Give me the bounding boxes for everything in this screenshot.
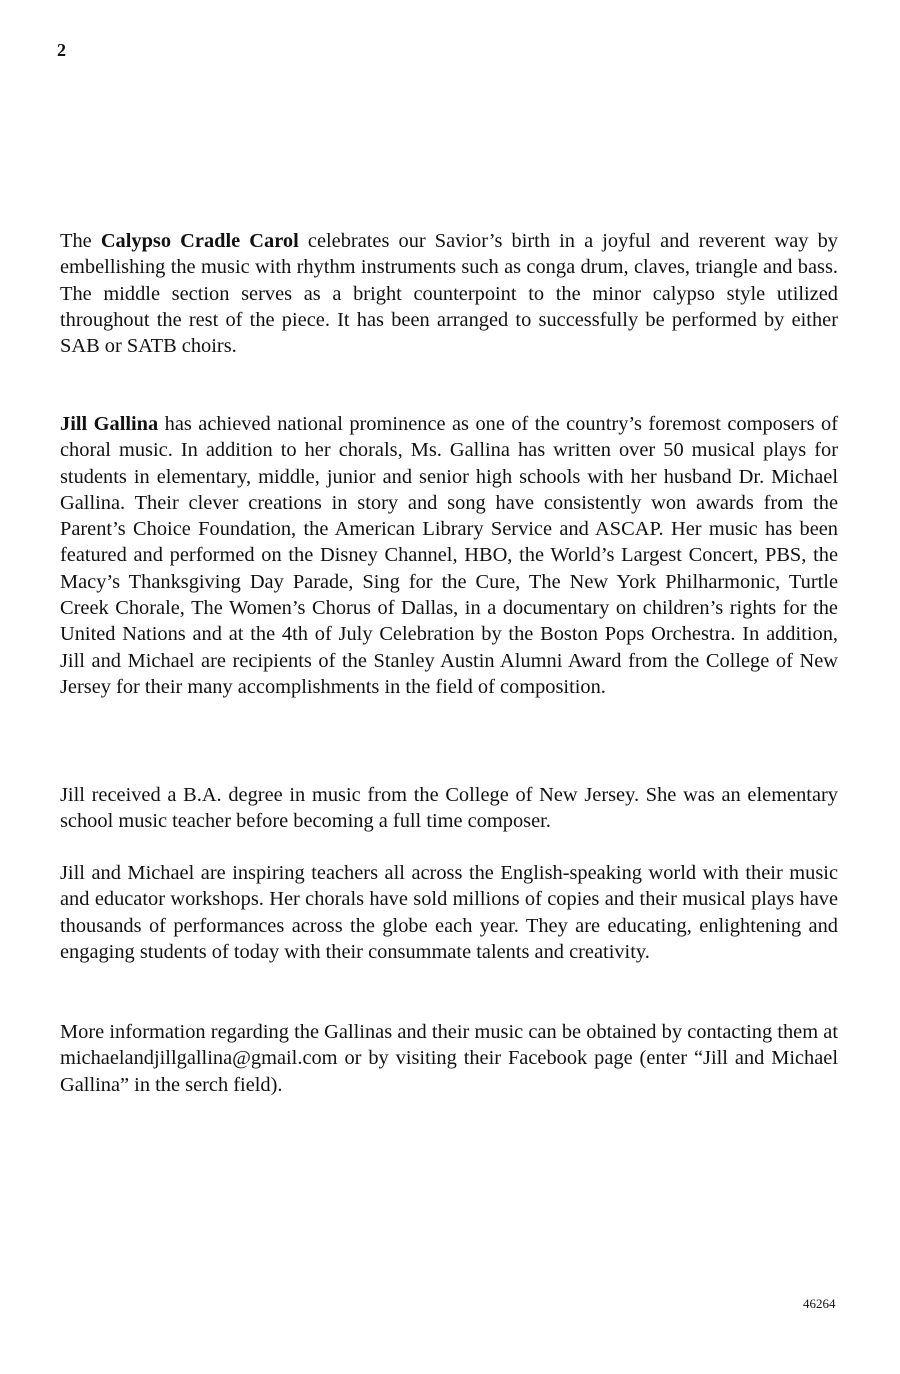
catalog-number: 46264 bbox=[803, 1296, 836, 1311]
intro-paragraph bbox=[60, 228, 838, 359]
bio-paragraph-1 bbox=[60, 411, 838, 700]
composer-name: Jill Gallina bbox=[60, 413, 159, 435]
bio-paragraph-4: More information regarding the Gallinas and their music can be obtained by contacting them at michaelandjillgallina@gmail.com or by visiting their Facebook page (enter “Jill and Michael Gallina” in the serch field). bbox=[60, 1021, 838, 1096]
bio-paragraph-3: Jill and Michael are inspiring teachers all across the English-speaking world with their music and educator workshops. Her chorals have sold millions of copies and their musical plays have thousands of performances across the globe each year. They are educating, enlightening and engaging students of today with their consummate talents and creativity. bbox=[60, 862, 838, 963]
page-number: 2 bbox=[57, 40, 66, 60]
intro-prefix: The bbox=[60, 230, 101, 252]
intro-text: celebrates our Savior’s birth in a joyful and reverent way by embellishing the music with rhythm instruments such as conga drum, claves, triangle and bass. The middle section serves as a bright counterpoint to the minor calypso style utilized throughout the rest of the piece. It has been arranged to successfully be performed by either SAB or SATB choirs. bbox=[60, 230, 838, 358]
bio-paragraph-2: Jill received a B.A. degree in music from the College of New Jersey. She was an elementary school music teacher before becoming a full time composer. bbox=[60, 784, 838, 833]
song-title: Calypso Cradle Carol bbox=[100, 230, 299, 252]
bio-paragraph-1-text: has achieved national prominence as one of the country’s foremost composers of choral music. In addition to her chorals, Ms. Gallina has written over 50 musical plays for students in elementary, middle, junior and senior high schools with her husband Dr. Michael Gallina. Their clever creations in story and song have consistently won awards from the Parent’s Choice Foundation, the American Library Service and ASCAP. Her music has been featured and performed on the Disney Channel, HBO, the World’s Largest Concert, PBS, the Macy’s Thanksgiving Day Parade, Sing for the Cure, The New York Philharmonic, Turtle Creek Chorale, The Women’s Chorus of Dallas, in a documentary on children’s rights for the United Nations and at the 4th of July Celebration by the Boston Pops Orchestra. In addition, Jill and Michael are recipients of the Stanley Austin Alumni Award from the College of New Jersey for their many accomplishments in the field of composition. bbox=[60, 413, 838, 698]
